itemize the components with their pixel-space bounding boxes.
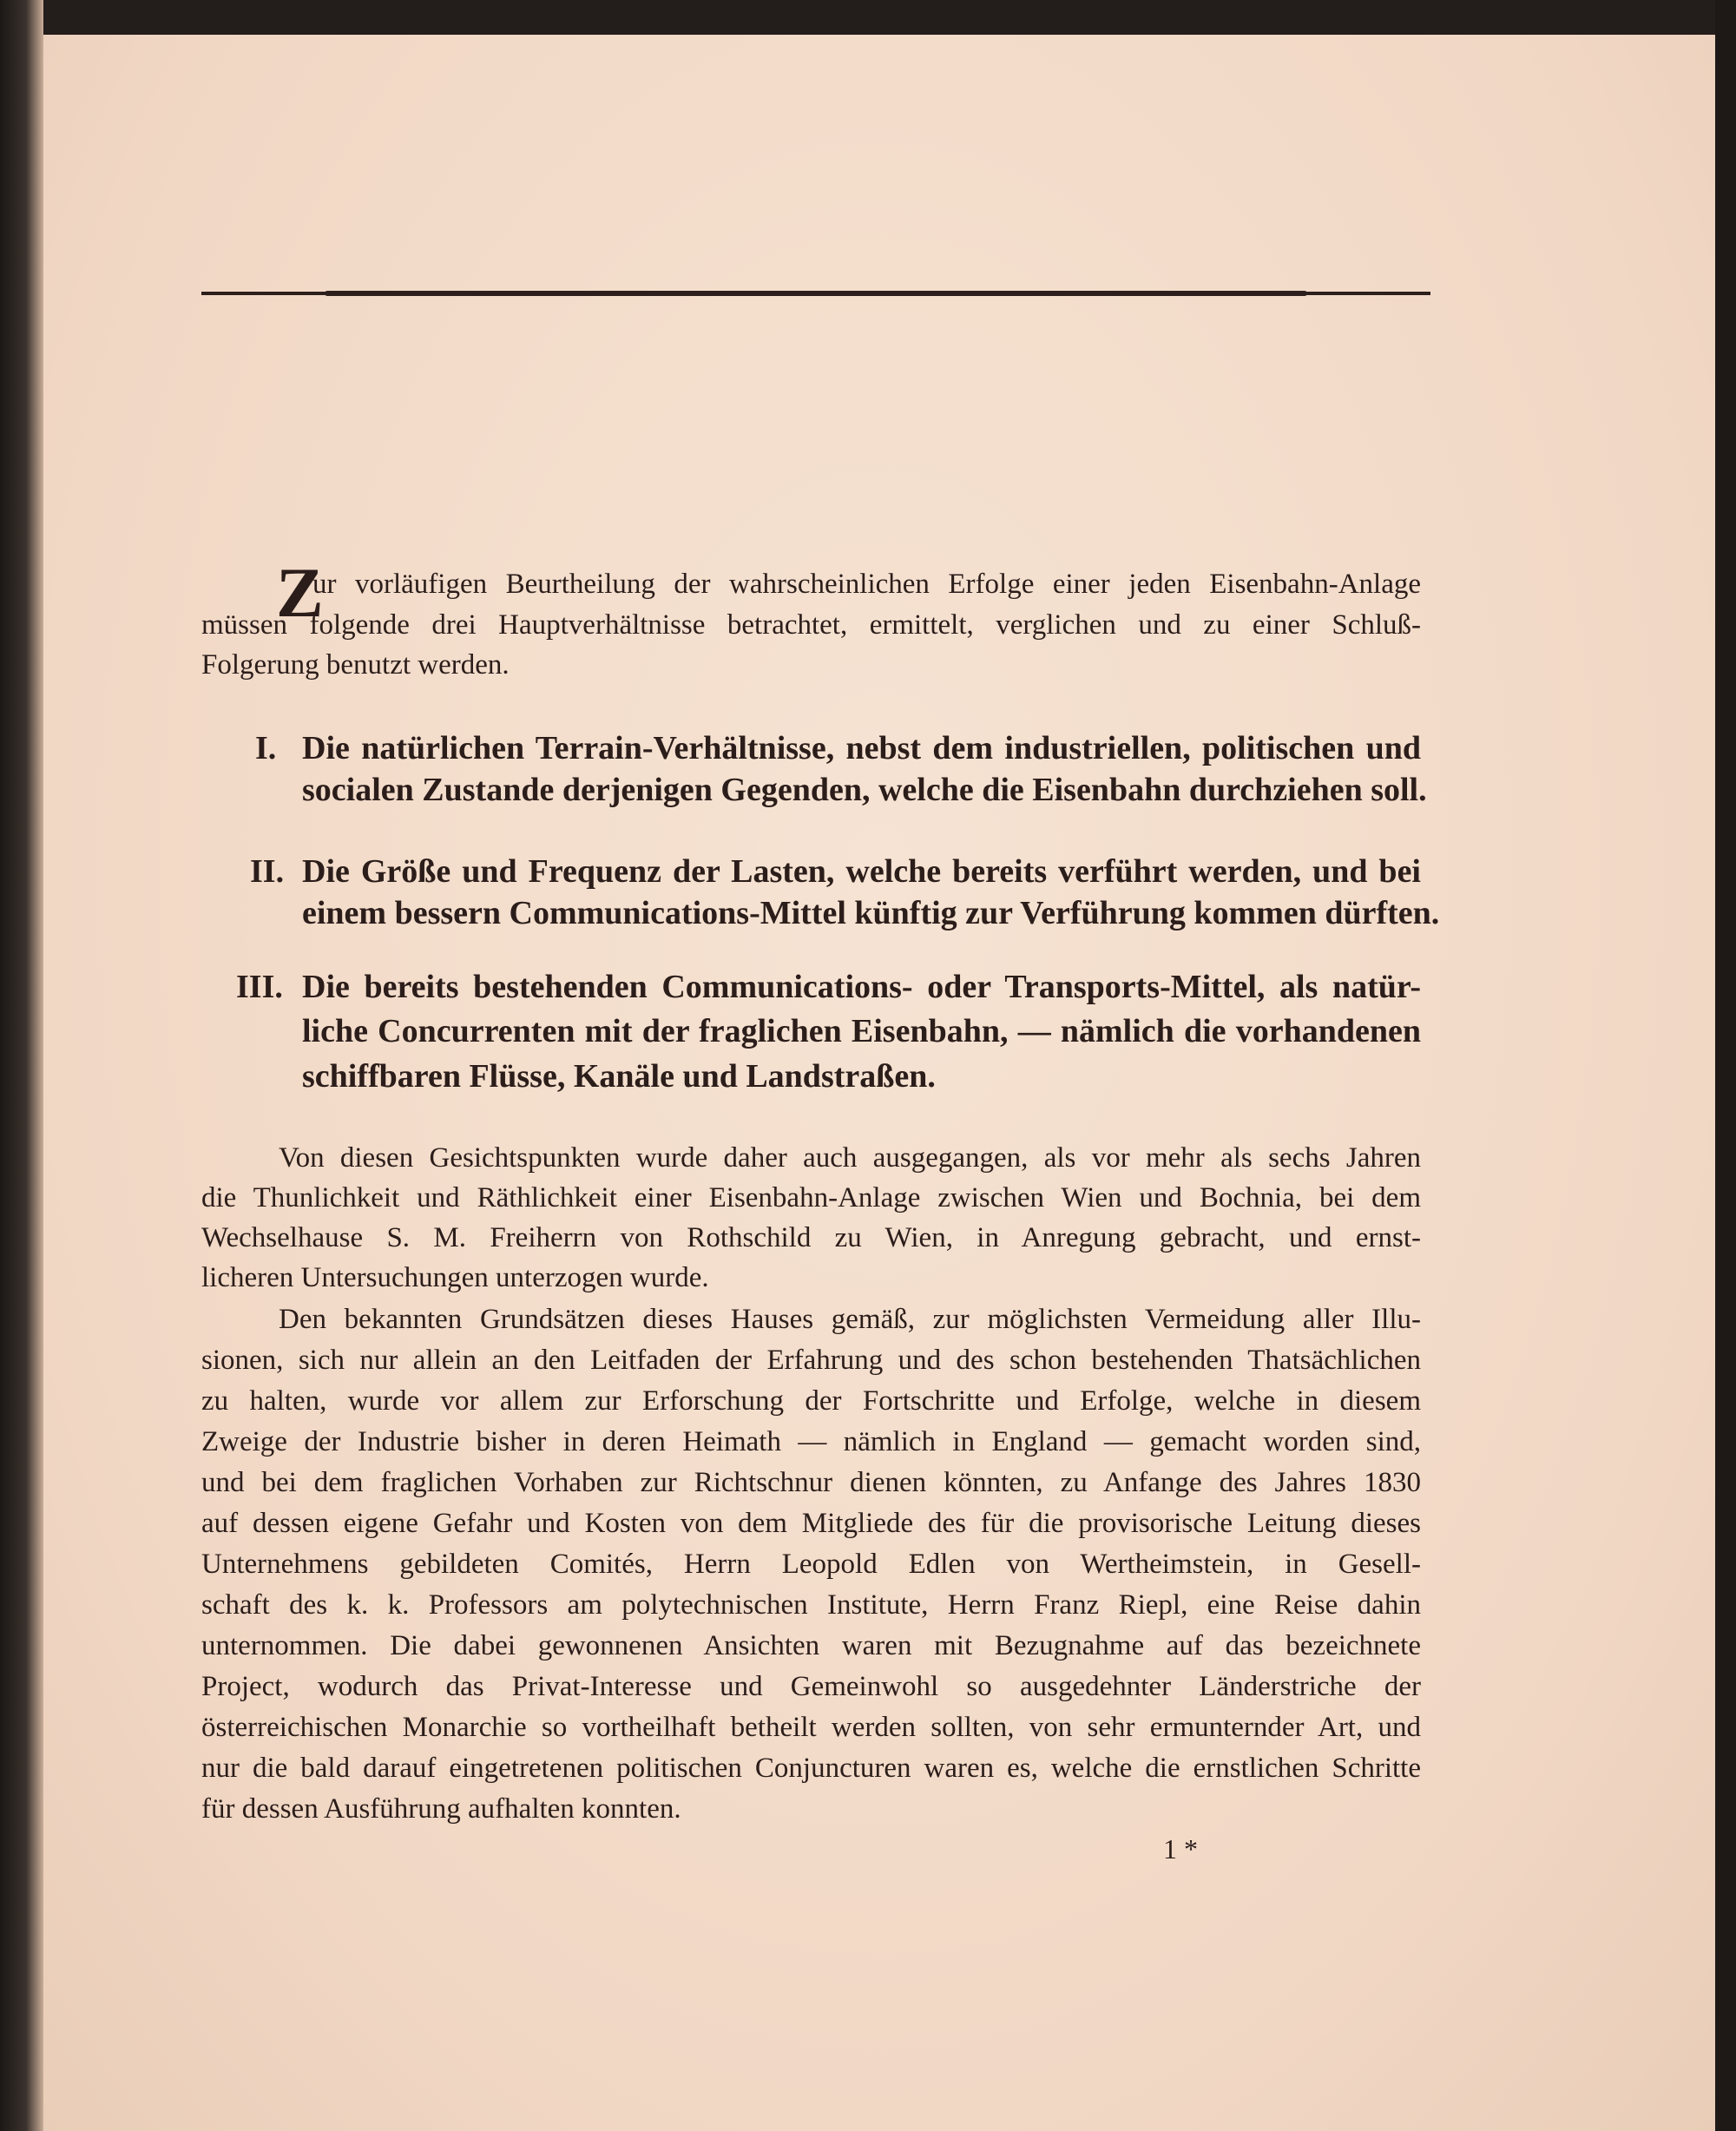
item-numeral: III. xyxy=(236,969,283,1005)
item-line: schiffbaren Flüsse, Kanäle und Landstraßen. xyxy=(302,1058,936,1095)
paragraph-line: Unternehmens gebildeten Comités, Herrn Leopold Edlen von Wertheimstein, in Gesell- xyxy=(201,1549,1421,1580)
book-spine-edge xyxy=(0,0,43,2131)
drop-cap: Z xyxy=(276,553,324,632)
paragraph-line: unternommen. Die dabei gewonnenen Ansichten waren mit Bezugnahme auf das bezeichnete xyxy=(201,1630,1421,1661)
paragraph-line: für dessen Ausführung aufhalten konnten. xyxy=(201,1793,681,1825)
item-line: socialen Zustande derjenigen Gegenden, welche die Eisenbahn durchziehen soll. xyxy=(302,772,1427,808)
header-rule xyxy=(201,290,1430,297)
paragraph-line: nur die bald darauf eingetretenen politischen Conjuncturen waren es, welche die ernstlichen Schritte xyxy=(201,1753,1421,1784)
paragraph-line: Project, wodurch das Privat-Interesse und Gemeinwohl so ausgedehnter Länderstriche der xyxy=(201,1671,1421,1702)
item-line: Die natürlichen Terrain-Verhältnisse, nebst dem industriellen, politischen und xyxy=(302,730,1421,766)
scan-right-edge xyxy=(1715,0,1736,2131)
paragraph-line: österreichischen Monarchie so vortheilhaft betheilt werden sollten, von sehr ermunternder Art, und xyxy=(201,1712,1421,1743)
paragraph-line: auf dessen eigene Gefahr und Kosten von dem Mitgliede des für die provisorische Leitung dieses xyxy=(201,1508,1421,1539)
paragraph-line: die Thunlichkeit und Räthlichkeit einer Eisenbahn-Anlage zwischen Wien und Bochnia, bei dem xyxy=(201,1182,1421,1213)
paragraph-line: Wechselhause S. M. Freiherrn von Rothschild zu Wien, in Anregung gebracht, und ernst- xyxy=(201,1222,1421,1253)
paragraph-line: Zweige der Industrie bisher in deren Heimath — nämlich in England — gemacht worden sind, xyxy=(201,1426,1421,1457)
item-numeral: I. xyxy=(255,730,277,766)
scan-top-edge xyxy=(0,0,1736,35)
intro-line: müssen folgende drei Hauptverhältnisse betrachtet, ermittelt, verglichen und zu einer Schluß- xyxy=(201,609,1421,641)
paragraph-line: sionen, sich nur allein an den Leitfaden der Erfahrung und des schon bestehenden Thatsächlichen xyxy=(201,1345,1421,1376)
item-line: liche Concurrenten mit der fraglichen Eisenbahn, — nämlich die vorhandenen xyxy=(302,1013,1421,1049)
intro-line: ur vorläufigen Beurtheilung der wahrscheinlichen Erfolge einer jeden Eisenbahn-Anlage xyxy=(312,569,1421,600)
intro-line: Folgerung benutzt werden. xyxy=(201,649,510,681)
paragraph-line: licheren Untersuchungen unterzogen wurde. xyxy=(201,1262,709,1293)
item-line: einem bessern Communications-Mittel künftig zur Verführung kommen dürften. xyxy=(302,895,1440,931)
signature-mark: 1 * xyxy=(1163,1833,1198,1865)
paragraph-line: Den bekannten Grundsätzen dieses Hauses gemäß, zur möglichsten Vermeidung aller Illu- xyxy=(279,1304,1421,1335)
item-line: Die bereits bestehenden Communications- oder Transports-Mittel, als natür- xyxy=(302,969,1421,1005)
paragraph-line: zu halten, wurde vor allem zur Erforschung der Fortschritte und Erfolge, welche in diesem xyxy=(201,1385,1421,1417)
item-line: Die Größe und Frequenz der Lasten, welche bereits verführt werden, und bei xyxy=(302,853,1421,890)
paragraph-line: schaft des k. k. Professors am polytechnischen Institute, Herrn Franz Riepl, eine Reise dahin xyxy=(201,1589,1421,1621)
item-numeral: II. xyxy=(250,853,285,890)
paragraph-line: und bei dem fraglichen Vorhaben zur Richtschnur dienen könnten, zu Anfange des Jahres 1830 xyxy=(201,1467,1421,1498)
paragraph-line: Von diesen Gesichtspunkten wurde daher auch ausgegangen, als vor mehr als sechs Jahren xyxy=(279,1142,1421,1174)
